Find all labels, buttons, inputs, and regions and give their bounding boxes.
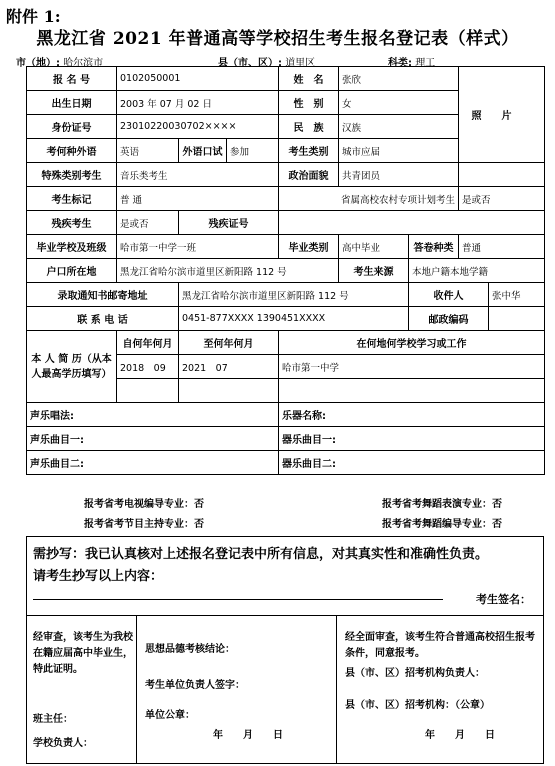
disabled-label: 残疾考生 [27, 211, 117, 235]
table-row [27, 67, 545, 91]
gender-label: 性 别 [279, 91, 339, 115]
paper-value: 普通 [459, 235, 545, 259]
instr2-label: 器乐曲目二: [279, 451, 545, 475]
nation-value: 汉族 [339, 115, 459, 139]
phone-value: 0451-877XXXX 1390451XXXX [179, 307, 409, 331]
resume-to: 2021 07 [179, 355, 279, 379]
dance-perf-note: 报考省考舞蹈表演专业：否 [382, 499, 502, 510]
city-value: 哈尔滨市 [63, 58, 104, 69]
disabled-value: 是或否 [117, 211, 179, 235]
review-section [26, 616, 544, 764]
rural-plan-value: 是或否 [459, 187, 545, 211]
id-label: 身份证号 [27, 115, 117, 139]
county-label: 县（市、区）: [218, 58, 282, 69]
table-row [27, 403, 545, 427]
vocal-label: 声乐唱法: [27, 403, 279, 427]
county-review-col [337, 616, 545, 764]
grad-type-value: 高中毕业 [339, 235, 409, 259]
oral-label: 外语口试 [179, 139, 227, 163]
resume-from-empty [117, 379, 179, 403]
ideology-label: 思想品德考核结论： [145, 644, 235, 655]
photo-box: 照片 [459, 67, 545, 163]
receiver-label: 收件人 [409, 283, 489, 307]
table-row [27, 331, 545, 355]
source-label: 考生来源 [339, 259, 409, 283]
receiver-value: 张中华 [489, 283, 545, 307]
unit-review-col [137, 616, 337, 764]
grad-type-label: 毕业类别 [279, 235, 339, 259]
table-row [27, 451, 545, 475]
resume-to-empty [179, 379, 279, 403]
table-row [27, 187, 545, 211]
page-title: 黑龙江省 2021 年普通高等学校招生考生报名登记表（样式） [36, 29, 519, 49]
special-value: 音乐类考生 [117, 163, 279, 187]
hukou-label: 户口所在地 [27, 259, 117, 283]
table-row [27, 427, 545, 451]
school-label: 毕业学校及班级 [27, 235, 117, 259]
source-value: 本地户籍本地学籍 [409, 259, 545, 283]
class-teacher-label: 班主任： [33, 714, 73, 725]
from-label: 自何年何月 [117, 331, 179, 355]
mark-value: 普 通 [117, 187, 279, 211]
disabled-cert-label: 残疾证号 [179, 211, 279, 235]
please-copy-text: 请考生抄写以上内容： [33, 569, 164, 584]
resume-label: 本 人 简 历（从本人最高学历填写） [27, 331, 117, 403]
tv-host-note: 报考省考电视编导专业：否 [84, 499, 204, 510]
vocal2-label: 声乐曲目二: [27, 451, 279, 475]
lang-value: 英语 [117, 139, 179, 163]
county-value: 道里区 [285, 58, 316, 69]
nation-label: 民 族 [279, 115, 339, 139]
copy-section [26, 536, 544, 616]
table-row [27, 283, 545, 307]
school-review-col [27, 616, 137, 764]
mark-label: 考生标记 [27, 187, 117, 211]
table-row [27, 235, 545, 259]
paper-label: 答卷种类 [409, 235, 459, 259]
postcode-value [489, 307, 545, 331]
political-value: 共青团员 [339, 163, 459, 187]
category-label: 考生类别 [279, 139, 339, 163]
county-seal-label: 县（市、区）招考机构：（公章） [345, 700, 490, 711]
political-label: 政治面貌 [279, 163, 339, 187]
subject-value: 理工 [415, 58, 436, 69]
instr1-label: 器乐曲目一: [279, 427, 545, 451]
registration-table [26, 66, 545, 475]
need-copy-text: 需抄写：我已认真核对上述报名登记表中所有信息，对其真实性和准确性负责。 [33, 547, 489, 562]
vocal1-label: 声乐曲目一: [27, 427, 279, 451]
sign-label: 考生签名： [476, 593, 531, 606]
gender-value: 女 [339, 91, 459, 115]
phone-label: 联 系 电 话 [27, 307, 179, 331]
rural-plan-label: 省属高校农村专项计划考生 [279, 187, 459, 211]
to-label: 至何年何月 [179, 331, 279, 355]
unit-head-label: 考生单位负责人签字： [145, 680, 245, 691]
reg-no-label: 报 名 号 [27, 67, 117, 91]
name-label: 姓 名 [279, 67, 339, 91]
county-date: 年 月 日 [425, 730, 495, 741]
postcode-label: 邮政编码 [409, 307, 489, 331]
dance-edit-note: 报考省考舞蹈编导专业：否 [382, 519, 502, 530]
resume-where: 哈市第一中学 [279, 355, 545, 379]
art-notes [26, 490, 544, 534]
city-label: 市（地）: [16, 58, 60, 69]
school-value: 哈市第一中学一班 [117, 235, 279, 259]
school-head-label: 学校负责人： [33, 738, 93, 749]
oral-value: 参加 [227, 139, 279, 163]
reg-no-value: 0102050001 [117, 67, 279, 91]
birth-value: 2003 年 07 月 02 日 [117, 91, 279, 115]
copy-line [33, 599, 443, 600]
disabled-cert-value [279, 211, 545, 235]
special-label: 特殊类别考生 [27, 163, 117, 187]
birth-label: 出生日期 [27, 91, 117, 115]
table-row [27, 307, 545, 331]
mail-label: 录取通知书邮寄地址 [27, 283, 179, 307]
category-value: 城市应届 [339, 139, 459, 163]
lang-label: 考何种外语 [27, 139, 117, 163]
instrument-label: 乐器名称: [279, 403, 545, 427]
subject-label: 科类: [388, 58, 412, 69]
unit-seal-label: 单位公章： [145, 710, 195, 721]
resume-where-empty [279, 379, 545, 403]
id-value: 23010220030702×××× [117, 115, 279, 139]
county-head-label: 县（市、区）招考机构负责人： [345, 668, 485, 679]
hukou-value: 黑龙江省哈尔滨市道里区新阳路 112 号 [117, 259, 339, 283]
table-row [27, 259, 545, 283]
school-review-text: 经审查，该考生为我校在籍应届高中毕业生，特此证明。 [33, 632, 133, 675]
blank-cell [459, 163, 545, 187]
table-row [27, 211, 545, 235]
director-host-note: 报考省考节目主持专业：否 [84, 519, 204, 530]
attachment-label: 附件 1: [6, 7, 61, 26]
name-value: 张欣 [339, 67, 459, 91]
where-label: 在何地何学校学习或工作 [279, 331, 545, 355]
mail-value: 黑龙江省哈尔滨市道里区新阳路 112 号 [179, 283, 409, 307]
county-review-text: 经全面审查，该考生符合普通高校招生报考条件，同意报考。 [345, 632, 535, 659]
resume-from: 2018 09 [117, 355, 179, 379]
unit-date: 年 月 日 [213, 730, 283, 741]
table-row [27, 163, 545, 187]
